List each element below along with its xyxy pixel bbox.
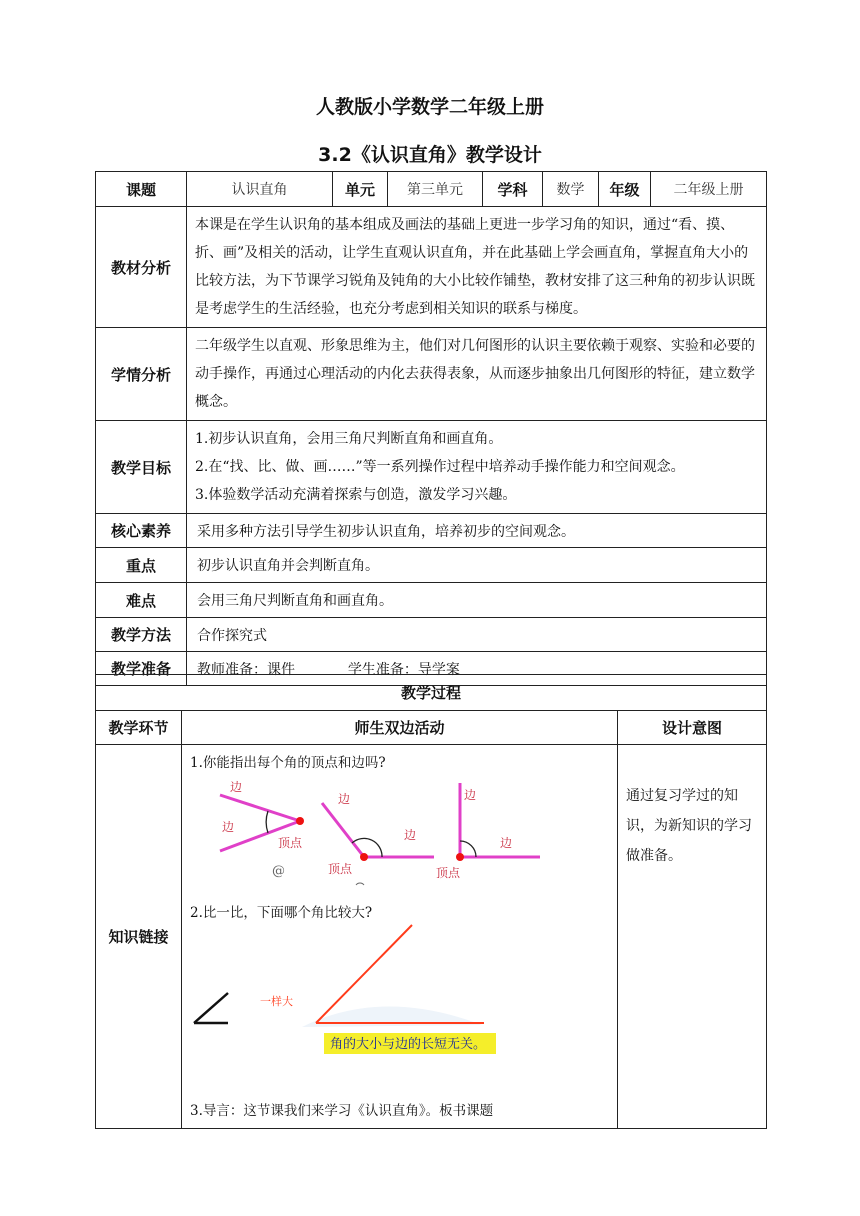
core-literacy-text: 采用多种方法引导学生初步认识直角，培养初步的空间观念。 [187, 514, 767, 548]
unit-value: 第三单元 [388, 172, 483, 207]
key-point-text: 初步认识直角并会判断直角。 [187, 548, 767, 583]
stage-knowledge-link: 知识链接 [96, 745, 182, 1129]
vertex-label: 顶点 [436, 866, 461, 880]
goals-list [187, 421, 767, 514]
lesson-title: 3.2《认识直角》教学设计 [318, 144, 542, 166]
vertex-label: 顶点 [328, 862, 353, 876]
unit-label: 单元 [333, 172, 388, 207]
compare-figure [182, 917, 618, 1057]
preparation-label: 教学准备 [96, 652, 187, 686]
goals-label: 教学目标 [96, 421, 187, 514]
subject-label: 学科 [483, 172, 543, 207]
method-label: 教学方法 [96, 618, 187, 652]
vertex-dot [296, 817, 304, 825]
method-text: 合作探究式 [187, 618, 767, 652]
material-analysis-text: 本课是在学生认识角的基本组成及画法的基础上更进一步学习角的知识，通过“看、摸、折、画”及相关的活动，让学生直观认识直角，并在此基础上学会画直角，掌握直角大小的比较方法，为下节课学习锐角及钝角的大小比较作铺垫，教材安排了这三种角的初步认识既是考虑学生的生活经验，也充分考虑到相关知识的联系与梯度。 [187, 207, 767, 328]
grade-label: 年级 [599, 172, 651, 207]
difficulty-label: 难点 [96, 583, 187, 618]
teacher-prep: 教师准备：课件 [197, 661, 295, 678]
same-size-label: 一样大 [260, 995, 293, 1008]
goal-item: 2.在“找、比、做、画……”等一系列操作过程中培养动手操作能力和空间观念。 [195, 459, 685, 475]
intent-text: 通过复习学过的知识，为新知识的学习做准备。 [626, 788, 752, 864]
grade-value: 二年级上册 [651, 172, 767, 207]
student-analysis-text: 二年级学生以直观、形象思维为主，他们对几何图形的认识主要依赖于观察、实验和必要的动手操作，再通过心理活动的内化去获得表象，从而逐步抽象出几何图形的特征，建立数学概念。 [187, 328, 767, 421]
edge-label: 边 [500, 836, 513, 850]
goal-item: 3.体验数学活动充满着探索与创造，激发学习兴趣。 [195, 487, 517, 503]
question-3: 3.导言：这节课我们来学习《认识直角》。板书课题 [190, 1103, 494, 1119]
activity-cell [182, 745, 618, 1129]
edge-label: 边 [464, 788, 477, 802]
process-title: 教学过程 [96, 675, 767, 711]
question-2: 2.比一比，下面哪个角比较大? [190, 905, 373, 921]
subject-value: 数学 [543, 172, 599, 207]
student-prep: 学生准备：导学案 [347, 661, 460, 678]
small-mark [356, 883, 364, 885]
vertex-dot [456, 853, 464, 861]
edge-label: 边 [338, 792, 351, 806]
document-title: 人教版小学数学二年级上册 [315, 96, 544, 118]
key-point-label: 重点 [96, 548, 187, 583]
edge-label: 边 [404, 828, 417, 842]
topic-value: 认识直角 [187, 172, 333, 207]
angle-figures [182, 775, 618, 895]
lesson-info-table [95, 171, 767, 686]
edge-label: 边 [222, 820, 235, 834]
core-literacy-label: 核心素养 [96, 514, 187, 548]
topic-label: 课题 [96, 172, 187, 207]
stage-header: 教学环节 [96, 711, 182, 745]
material-analysis-label: 教材分析 [96, 207, 187, 328]
edge-label: 边 [230, 780, 243, 794]
goal-item: 1.初步认识直角，会用三角尺判断直角和画直角。 [195, 431, 503, 447]
intent-header: 设计意图 [618, 711, 767, 745]
student-analysis-label: 学情分析 [96, 328, 187, 421]
intent-cell [618, 745, 767, 1129]
vertex-label: 顶点 [278, 836, 303, 850]
small-angle-edge [194, 993, 228, 1023]
angle-arc [266, 811, 268, 833]
difficulty-text: 会用三角尺判断直角和画直角。 [187, 583, 767, 618]
angle-edge [322, 803, 364, 857]
question-1: 1.你能指出每个角的顶点和边吗? [190, 755, 386, 771]
small-mark: @ [272, 864, 285, 879]
angle-edge [220, 795, 300, 821]
activity-header: 师生双边活动 [182, 711, 618, 745]
compare-note: 角的大小与边的长短无关。 [330, 1037, 487, 1052]
teaching-process-table [95, 674, 767, 1129]
vertex-dot [360, 853, 368, 861]
